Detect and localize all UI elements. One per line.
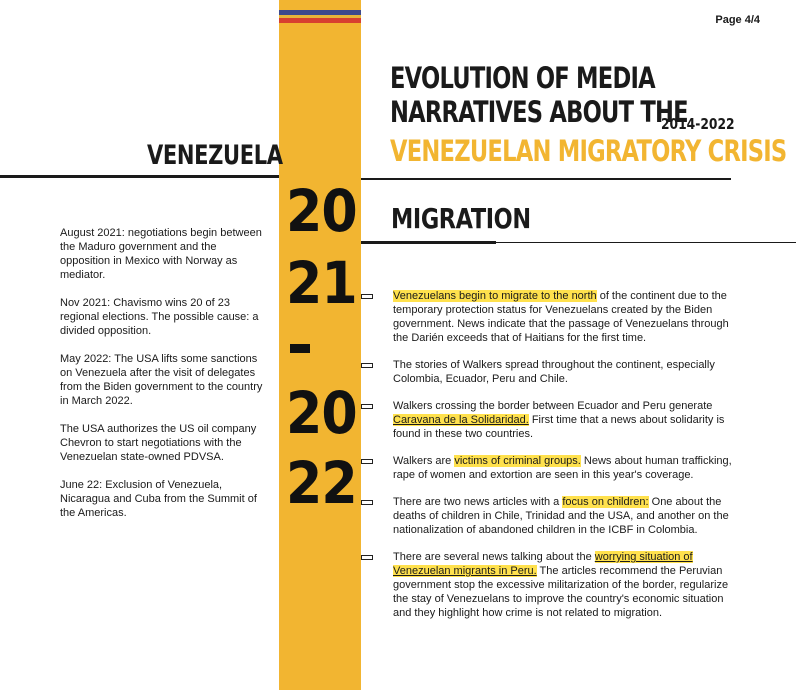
page-number: Page 4/4 (715, 14, 760, 26)
section-underline-thin (496, 242, 796, 243)
year-2022-bottom: 22 (286, 449, 357, 517)
migration-list (393, 289, 743, 633)
year-dash (290, 344, 310, 353)
title-divider (361, 178, 731, 180)
year-2021-bottom: 21 (286, 249, 357, 317)
title-line-2: NARRATIVES ABOUT THE (390, 95, 688, 129)
bullet-marker-icon (361, 294, 373, 299)
highlight: victims of criminal groups. (454, 455, 581, 467)
list-item: Walkers crossing the border between Ecuador and Peru generate Caravana de la Solidaridad. First time that a news about solidarity is found in these two countries. (393, 399, 743, 441)
timeline-entry: June 22: Exclusion of Venezuela, Nicaragua and Cuba from the Summit of the Americas. (60, 479, 257, 519)
title-years: 2014-2022 (661, 115, 735, 133)
year-2022-top: 20 (286, 379, 357, 447)
bullet-marker-icon (361, 555, 373, 560)
year-2021-top: 20 (286, 177, 357, 245)
list-item: Walkers are victims of criminal groups. News about human trafficking, rape of women and extortion are seen in this year's coverage. (393, 454, 743, 482)
section-underline-thick (361, 241, 496, 244)
timeline-entry: May 2022: The USA lifts some sanctions on Venezuela after the visit of delegates from the Biden government to the country in March 2022. (60, 353, 263, 407)
section-title: MIGRATION (391, 202, 531, 235)
timeline (60, 226, 265, 534)
highlight: focus on children: (562, 496, 649, 508)
timeline-entry: The USA authorizes the US oil company Chevron to start negotiations with the Venezuelan state-owned PDVSA. (60, 423, 257, 463)
list-item: The stories of Walkers spread throughout the continent, especially Colombia, Ecuador, Peru and Chile. (393, 358, 743, 386)
list-item: There are two news articles with a focus on children: One about the deaths of children in Chile, Trinidad and the USA, and another on the nationalization of abandoned children in the ICBF in Colombia. (393, 495, 743, 537)
highlight: Venezuelans begin to migrate to the north (393, 290, 597, 302)
title-line-1: EVOLUTION OF MEDIA (390, 61, 655, 95)
timeline-entry: Nov 2021: Chavismo wins 20 of 23 regional elections. The possible cause: a divided opposition. (60, 297, 259, 337)
highlight: worrying situation of Venezuelan migrants in Peru. (393, 551, 693, 577)
list-item: Venezuelans begin to migrate to the north of the continent due to the temporary protection status for Venezuelans created by the Biden government. News indicate that the passage of Venezuelans through the Darién exceeds that of Haitians for the first time. (393, 289, 743, 345)
flag-stripe-red (279, 18, 361, 23)
title-line-3: VENEZUELAN MIGRATORY CRISIS (390, 134, 787, 168)
bullet-marker-icon (361, 363, 373, 368)
country-heading: VENEZUELA (147, 140, 283, 171)
bullet-marker-icon (361, 459, 373, 464)
highlight: Caravana de la Solidaridad. (393, 414, 529, 426)
bullet-marker-icon (361, 404, 373, 409)
timeline-entry: August 2021: negotiations begin between the Maduro government and the opposition in Mexico with Norway as mediator. (60, 227, 262, 281)
bullet-marker-icon (361, 500, 373, 505)
list-item: There are several news talking about the worrying situation of Venezuelan migrants in Peru. The articles recommend the Peruvian government stop the excessive militarization of the border, regularize the stay of Venezuelans to improve the country's economic situation and they highlight how crime is not related to migration. (393, 550, 743, 620)
country-underline (0, 175, 279, 178)
